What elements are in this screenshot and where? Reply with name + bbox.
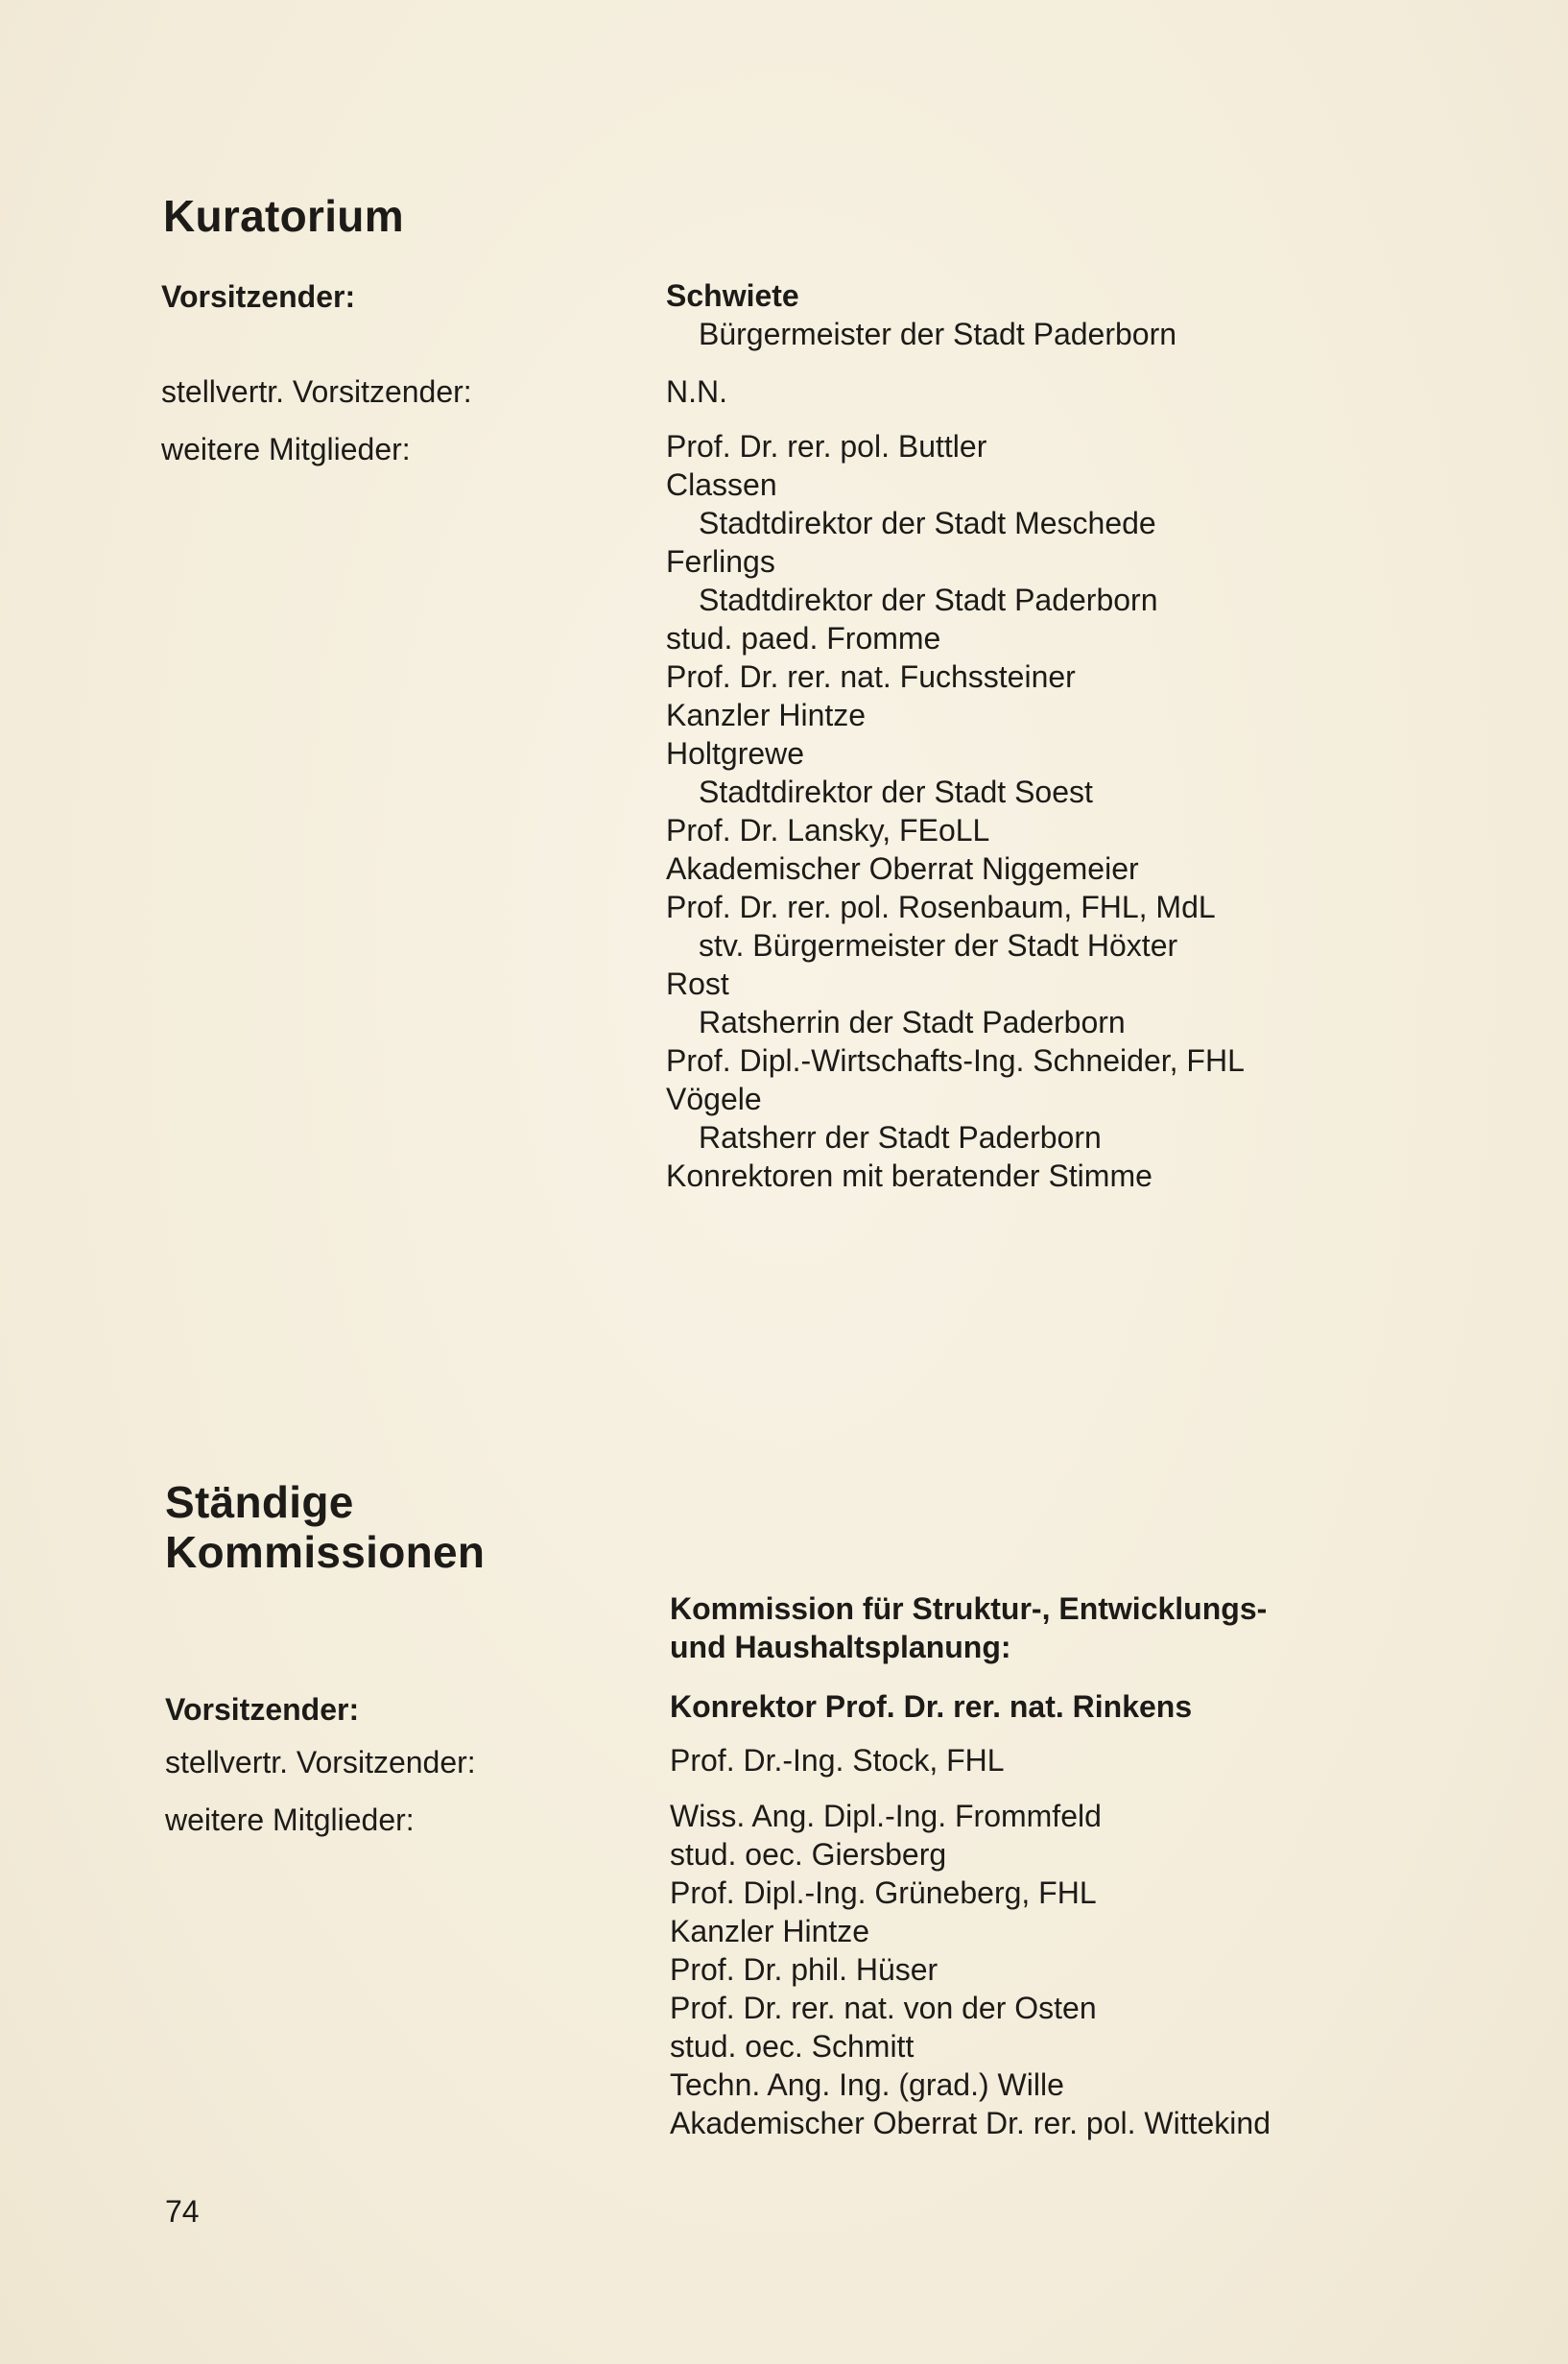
- member-entry: Prof. Dr. rer. pol. Buttler: [666, 429, 987, 464]
- commission-deputy-label: stellvertr. Vorsitzender:: [165, 1745, 476, 1779]
- member-role: Stadtdirektor der Stadt Soest: [699, 775, 1093, 809]
- commission-deputy-name: Prof. Dr.-Ing. Stock, FHL: [670, 1743, 1005, 1778]
- kuratorium-deputy-label: stellvertr. Vorsitzender:: [161, 374, 472, 409]
- member-entry: stud. oec. Giersberg: [670, 1837, 947, 1872]
- kuratorium-members-list: [666, 427, 1245, 1195]
- commission-deputy-list: [670, 1741, 1005, 1779]
- member-entry: Wiss. Ang. Dipl.-Ing. Frommfeld: [670, 1799, 1102, 1833]
- member-entry: Holtgrewe: [666, 736, 805, 771]
- kuratorium-chair-label: Vorsitzender:: [161, 279, 356, 314]
- member-entry: Rost: [666, 967, 729, 1001]
- member-entry: stud. oec. Schmitt: [670, 2029, 915, 2064]
- member-entry: Akademischer Oberrat Dr. rer. pol. Wittekind: [670, 2106, 1271, 2140]
- member-entry: Kanzler Hintze: [670, 1914, 870, 1948]
- commission-members-list: [670, 1797, 1271, 2142]
- kommissionen-heading-line2: Kommissionen: [165, 1527, 486, 1577]
- kommissionen-heading-line1: Ständige: [165, 1477, 354, 1527]
- kuratorium-chair-list: [666, 276, 1176, 353]
- kuratorium-heading: Kuratorium: [163, 191, 404, 241]
- member-entry: Prof. Dipl.-Ing. Grüneberg, FHL: [670, 1875, 1097, 1910]
- member-entry: Techn. Ang. Ing. (grad.) Wille: [670, 2067, 1064, 2102]
- commission-members-label: weitere Mitglieder:: [165, 1803, 415, 1837]
- member-entry: Prof. Dr. phil. Hüser: [670, 1952, 938, 1987]
- commission-title-line1: Kommission für Struktur-, Entwicklungs-: [670, 1591, 1268, 1626]
- member-entry: stud. paed. Fromme: [666, 621, 941, 656]
- kuratorium-members-label: weitere Mitglieder:: [161, 432, 411, 466]
- member-entry: Prof. Dr. Lansky, FEoLL: [666, 813, 990, 848]
- member-entry: Kanzler Hintze: [666, 698, 867, 732]
- member-role: Stadtdirektor der Stadt Meschede: [699, 506, 1156, 540]
- member-role: Ratsherrin der Stadt Paderborn: [699, 1005, 1126, 1039]
- member-entry: Konrektoren mit beratender Stimme: [666, 1158, 1152, 1193]
- kuratorium-deputy-name: N.N.: [666, 374, 727, 409]
- commission-chair-name: Konrektor Prof. Dr. rer. nat. Rinkens: [670, 1689, 1193, 1724]
- kuratorium-chair-name: Schwiete: [666, 278, 799, 313]
- member-entry: Classen: [666, 467, 777, 502]
- member-entry: Prof. Dr. rer. nat. von der Osten: [670, 1991, 1097, 2025]
- commission-chair-list: [670, 1687, 1192, 1726]
- member-entry: Prof. Dipl.-Wirtschafts-Ing. Schneider, FHL: [666, 1043, 1245, 1078]
- member-role: Stadtdirektor der Stadt Paderborn: [699, 583, 1158, 617]
- member-entry: Prof. Dr. rer. nat. Fuchssteiner: [666, 659, 1076, 694]
- page-number: 74: [165, 2194, 200, 2229]
- member-entry: Vögele: [666, 1082, 762, 1116]
- commission-chair-label: Vorsitzender:: [165, 1692, 360, 1727]
- member-role: stv. Bürgermeister der Stadt Höxter: [699, 928, 1178, 963]
- member-entry: Prof. Dr. rer. pol. Rosenbaum, FHL, MdL: [666, 890, 1216, 924]
- kuratorium-chair-role: Bürgermeister der Stadt Paderborn: [699, 317, 1177, 351]
- commission-title-line2: und Haushaltsplanung:: [670, 1630, 1011, 1664]
- member-entry: Akademischer Oberrat Niggemeier: [666, 851, 1139, 886]
- commission-title: [670, 1589, 1267, 1666]
- member-entry: Ferlings: [666, 544, 775, 579]
- kuratorium-deputy-list: [666, 372, 727, 411]
- member-role: Ratsherr der Stadt Paderborn: [699, 1120, 1102, 1155]
